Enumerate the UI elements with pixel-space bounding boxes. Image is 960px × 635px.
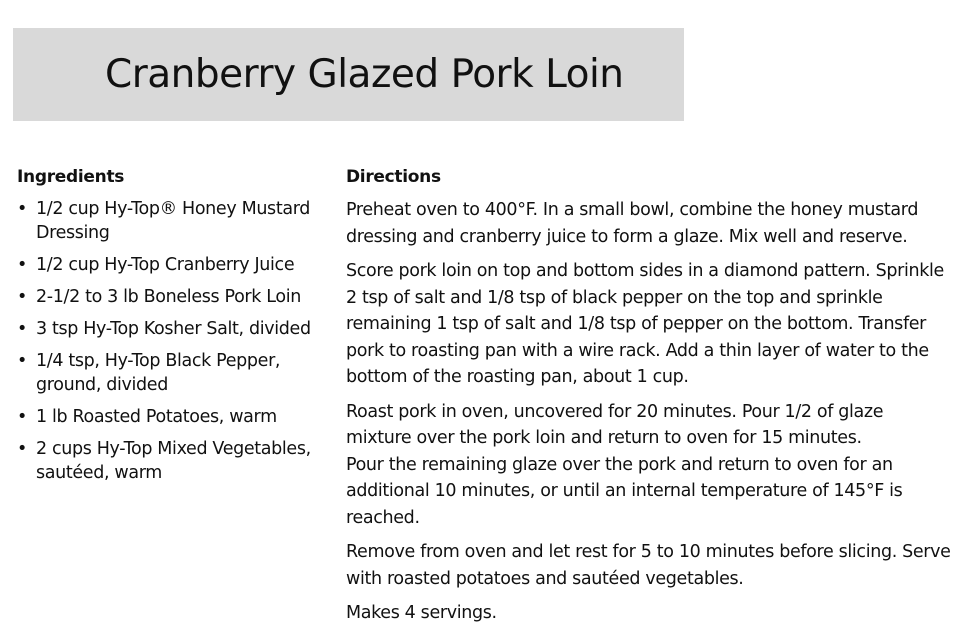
ingredients-list xyxy=(17,197,339,485)
direction-step: Roast pork in oven, uncovered for 20 minutes. Pour 1/2 of glaze mixture over the pork loin and return to oven for 15 minutes. xyxy=(346,401,884,448)
ingredient-item xyxy=(17,285,339,309)
ingredient-item xyxy=(17,197,339,245)
ingredient-text: 2-1/2 to 3 lb Boneless Pork Loin xyxy=(36,287,301,307)
ingredient-text: 1/4 tsp, Hy-Top Black Pepper, ground, divided xyxy=(36,351,281,395)
directions-heading: Directions xyxy=(346,167,441,187)
bullet-icon: • xyxy=(17,319,27,339)
ingredient-item xyxy=(17,253,339,277)
ingredient-item xyxy=(17,437,339,485)
ingredient-item xyxy=(17,349,339,397)
direction-step: Pour the remaining glaze over the pork and return to oven for an additional 10 minutes, or until an internal temperature of 145°F is reached. xyxy=(346,454,903,528)
direction-step: Remove from oven and let rest for 5 to 10 minutes before slicing. Serve with roasted potatoes and sautéed vegetables. xyxy=(346,542,951,589)
bullet-icon: • xyxy=(17,255,27,275)
direction-step: Makes 4 servings. xyxy=(346,603,497,623)
ingredients-section xyxy=(17,165,339,493)
title-banner xyxy=(13,28,684,121)
directions-section xyxy=(346,165,951,635)
ingredient-text: 2 cups Hy-Top Mixed Vegetables, sautéed, warm xyxy=(36,439,311,483)
ingredient-text: 1/2 cup Hy-Top® Honey Mustard Dressing xyxy=(36,199,311,243)
bullet-icon: • xyxy=(17,351,27,371)
ingredients-heading: Ingredients xyxy=(17,167,125,187)
recipe-title: Cranberry Glazed Pork Loin xyxy=(105,52,624,97)
ingredient-text: 1/2 cup Hy-Top Cranberry Juice xyxy=(36,255,295,275)
ingredient-text: 1 lb Roasted Potatoes, warm xyxy=(36,407,277,427)
direction-step: Score pork loin on top and bottom sides in a diamond pattern. Sprinkle 2 tsp of salt and 1/8 tsp of black pepper on the top and sprinkle remaining 1 tsp of salt and 1/8 tsp of pepper on the bottom. Transfer pork to roasting pan with a wire rack. Add a thin layer of water to the bottom of the roasting pan, about 1 cup. xyxy=(346,261,944,387)
ingredient-item xyxy=(17,317,339,341)
bullet-icon: • xyxy=(17,439,27,459)
direction-step: Preheat oven to 400°F. In a small bowl, combine the honey mustard dressing and cranberry juice to form a glaze. Mix well and reserve. xyxy=(346,200,919,247)
bullet-icon: • xyxy=(17,287,27,307)
bullet-icon: • xyxy=(17,407,27,427)
bullet-icon: • xyxy=(17,199,27,219)
ingredient-item xyxy=(17,405,339,429)
ingredient-text: 3 tsp Hy-Top Kosher Salt, divided xyxy=(36,319,311,339)
